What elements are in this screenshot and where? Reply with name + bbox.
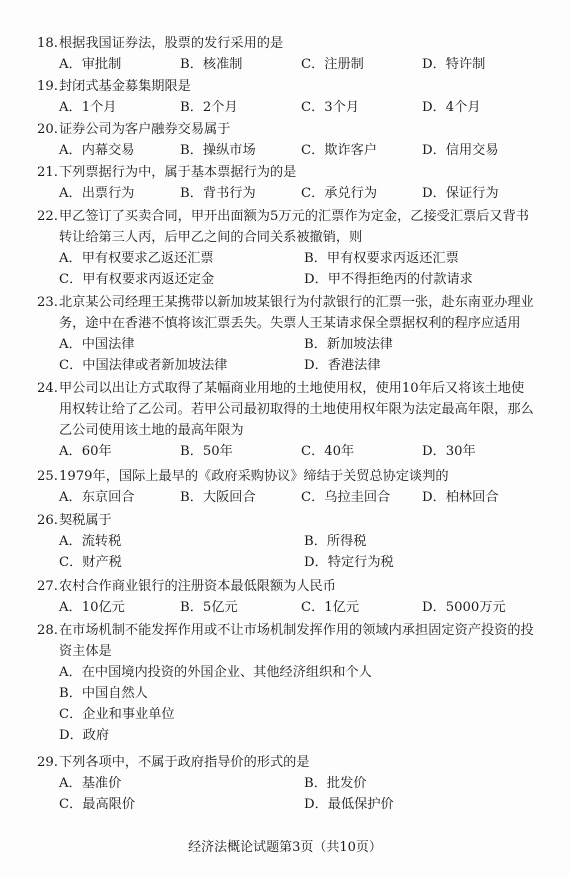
options xyxy=(37,54,549,75)
question-stem-line-2: 务，途中在香港不慎将该汇票丢失。失票人王某请求保全票据权利的程序应适用 xyxy=(59,316,521,331)
question-22 xyxy=(37,206,549,290)
options xyxy=(37,97,549,118)
question-28 xyxy=(37,620,549,746)
option-b: B．背书行为 xyxy=(180,186,256,201)
options xyxy=(37,334,549,376)
question-27 xyxy=(37,576,549,618)
option-a: A．在中国境内投资的外国企业、其他经济组织和个人 xyxy=(59,665,372,680)
question-number: 22. xyxy=(37,209,58,224)
option-a: A．内幕交易 xyxy=(59,143,135,158)
question-26 xyxy=(37,510,549,573)
options xyxy=(37,487,549,508)
option-c: C．乌拉圭回合 xyxy=(301,490,391,505)
option-b: B．大阪回合 xyxy=(180,490,256,505)
option-c: C．甲有权要求丙返还定金 xyxy=(59,272,215,287)
option-b: B．中国自然人 xyxy=(59,686,148,701)
question-stem: 证券公司为客户融券交易属于 xyxy=(59,122,231,137)
option-d: D．甲不得拒绝丙的付款请求 xyxy=(304,272,473,287)
question-stem: 在市场机制不能发挥作用或不让市场机制发挥作用的领域内承担固定资产投资的投 xyxy=(59,623,534,638)
options xyxy=(37,183,549,204)
option-b: B．操纵市场 xyxy=(180,143,256,158)
question-stem: 下列票据行为中，属于基本票据行为的是 xyxy=(59,165,297,180)
option-c: C．40年 xyxy=(301,444,355,459)
question-stem: 契税属于 xyxy=(59,513,112,528)
option-a: A．出票行为 xyxy=(59,186,135,201)
options xyxy=(37,773,549,815)
question-stem: 北京某公司经理王某携带以新加坡某银行为付款银行的汇票一张，赴东南亚办理业 xyxy=(59,295,534,310)
options xyxy=(37,531,549,573)
question-number: 20. xyxy=(37,122,58,137)
question-stem-line-2: 用权转让给了乙公司。若甲公司最初取得的土地使用权年限为法定最高年限，那么 xyxy=(59,402,534,417)
options xyxy=(37,597,549,618)
question-number: 25. xyxy=(37,469,58,484)
question-number: 24. xyxy=(37,381,58,396)
question-stem: 封闭式基金募集期限是 xyxy=(59,79,191,94)
question-stem-line-2: 资主体是 xyxy=(59,644,112,659)
option-d: D．最低保护价 xyxy=(304,797,394,812)
options xyxy=(37,248,549,290)
option-c: C．企业和事业单位 xyxy=(59,707,175,722)
option-b: B．批发价 xyxy=(304,776,367,791)
option-b: B．2个月 xyxy=(180,100,238,115)
option-c: C．3个月 xyxy=(301,100,360,115)
question-24 xyxy=(37,378,549,462)
option-d: D．特许制 xyxy=(422,57,486,72)
option-a: A．1个月 xyxy=(59,100,117,115)
option-a: A．60年 xyxy=(59,444,112,459)
question-stem: 甲公司以出让方式取得了某幅商业用地的土地使用权，使用10年后又将该土地使 xyxy=(59,381,525,396)
option-b: B．5亿元 xyxy=(180,600,238,615)
option-d: D．柏林回合 xyxy=(422,490,499,505)
question-29 xyxy=(37,752,549,815)
question-stem-line-3: 乙公司使用该土地的最高年限为 xyxy=(59,423,244,438)
option-d: D．4个月 xyxy=(422,100,481,115)
option-a: A．中国法律 xyxy=(59,337,135,352)
question-number: 28. xyxy=(37,623,58,638)
option-d: D．信用交易 xyxy=(422,143,499,158)
option-a: A．审批制 xyxy=(59,57,122,72)
question-number: 18. xyxy=(37,36,58,51)
option-d: D．5000万元 xyxy=(422,600,506,615)
question-number: 21. xyxy=(37,165,58,180)
question-stem: 1979年，国际上最早的《政府采购协议》缔结于关贸总协定谈判的 xyxy=(59,469,449,484)
question-number: 26. xyxy=(37,513,58,528)
question-19 xyxy=(37,76,549,118)
option-a: A．流转税 xyxy=(59,534,122,549)
options xyxy=(37,662,549,746)
page-footer: 经济法概论试题第3页（共10页） xyxy=(188,840,382,855)
question-stem: 甲乙签订了买卖合同，甲开出面额为5万元的汇票作为定金，乙接受汇票后又背书 xyxy=(59,209,529,224)
option-d: D．30年 xyxy=(422,444,476,459)
option-d: D．保证行为 xyxy=(422,186,499,201)
question-23 xyxy=(37,292,549,376)
option-b: B．核准制 xyxy=(180,57,243,72)
question-stem-line-2: 转让给第三人丙，后甲乙之间的合同关系被撤销，则 xyxy=(59,230,363,245)
option-c: C．1亿元 xyxy=(301,600,360,615)
option-c: C．承兑行为 xyxy=(301,186,378,201)
question-number: 27. xyxy=(37,579,58,594)
option-d: D．特定行为税 xyxy=(304,555,394,570)
question-stem: 根据我国证券法，股票的发行采用的是 xyxy=(59,36,284,51)
option-a: A．10亿元 xyxy=(59,600,125,615)
option-a: A．基准价 xyxy=(59,776,122,791)
options xyxy=(37,441,549,462)
question-stem: 农村合作商业银行的注册资本最低限额为人民币 xyxy=(59,579,336,594)
question-stem: 下列各项中，不属于政府指导价的形式的是 xyxy=(59,755,310,770)
option-c: C．财产税 xyxy=(59,555,122,570)
option-d: D．香港法律 xyxy=(304,358,381,373)
question-number: 19. xyxy=(37,79,58,94)
option-b: B．50年 xyxy=(180,444,233,459)
question-20 xyxy=(37,119,549,161)
option-c: C．最高限价 xyxy=(59,797,136,812)
option-a: A．东京回合 xyxy=(59,490,135,505)
option-c: C．欺诈客户 xyxy=(301,143,378,158)
option-a: A．甲有权要求乙返还汇票 xyxy=(59,251,214,266)
question-number: 23. xyxy=(37,295,58,310)
option-b: B．所得税 xyxy=(304,534,367,549)
option-c: C．中国法律或者新加坡法律 xyxy=(59,358,228,373)
question-25 xyxy=(37,466,549,508)
option-b: B．甲有权要求丙返还汇票 xyxy=(304,251,459,266)
option-d: D．政府 xyxy=(59,728,110,743)
options xyxy=(37,140,549,161)
question-21 xyxy=(37,162,549,204)
question-number: 29. xyxy=(37,755,58,770)
option-c: C．注册制 xyxy=(301,57,364,72)
option-b: B．新加坡法律 xyxy=(304,337,393,352)
question-18 xyxy=(37,33,549,75)
